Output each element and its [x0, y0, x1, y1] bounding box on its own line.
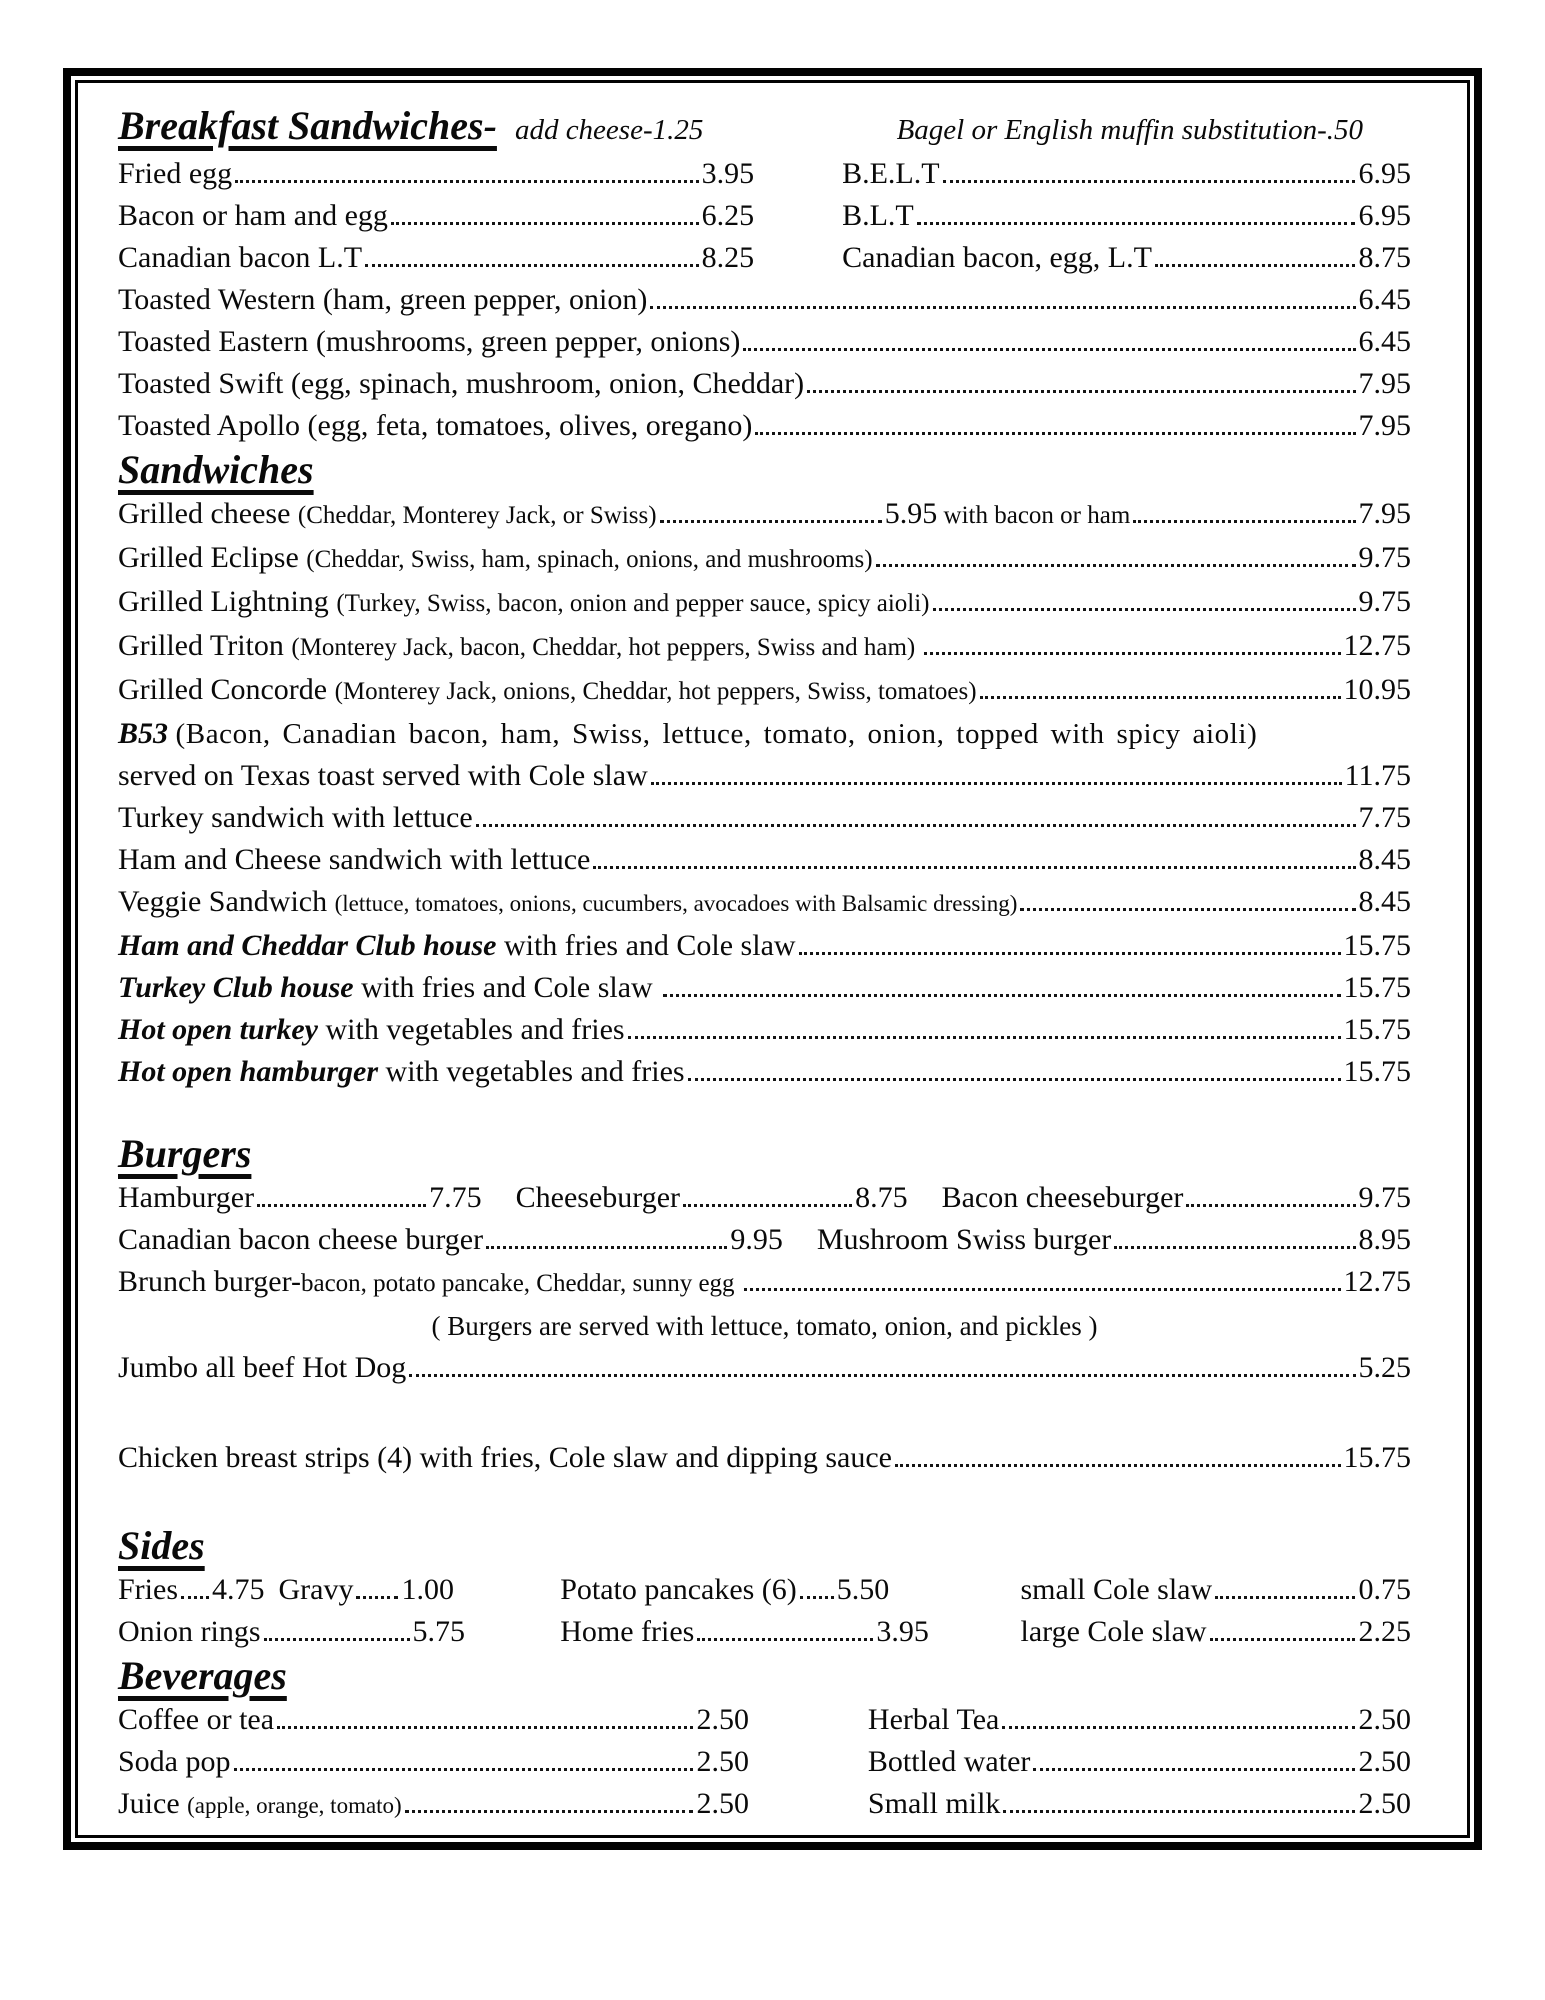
- text-b53-price: served on Texas toast served with Cole slaw: [118, 759, 648, 792]
- menu-line-veggie-sandwich: [118, 881, 1411, 925]
- section-heading-beverages: Beverages: [118, 1653, 287, 1698]
- dot-leader: [980, 696, 1341, 699]
- section-heading-row-burgers: [118, 1131, 1411, 1177]
- price-coffee-tea-herbal-tea: 2.50: [1358, 1703, 1411, 1736]
- price-hamburger-cheeseburger-bacon-cheeseburger: 7.75: [429, 1181, 482, 1214]
- dot-leader: [264, 1638, 410, 1641]
- dot-leader: [1215, 1596, 1355, 1599]
- text-onion-rings-home-fries-large-cole-slaw: Onion rings: [118, 1615, 261, 1648]
- section-heading-row-beverages: [118, 1653, 1411, 1699]
- price-grilled-triton: 12.75: [1343, 629, 1411, 662]
- menu-inner-border: [75, 80, 1470, 1838]
- text-veggie-sandwich: (lettuce, tomatoes, onions, cucumbers, avocadoes with Balsamic dressing): [334, 891, 1018, 916]
- text-grilled-eclipse: (Cheddar, Swiss, ham, spinach, onions, and mushrooms): [306, 546, 873, 573]
- section-heading-row-sides: [118, 1523, 1411, 1569]
- section-sides: [118, 1523, 1411, 1653]
- price-fried-egg-and-belt: 6.95: [1358, 157, 1411, 190]
- price-ham-and-cheddar-club-house: 15.75: [1343, 929, 1411, 962]
- price-bacon-ham-egg-and-blt: 6.25: [701, 199, 755, 232]
- text-grilled-lightning: Grilled Lightning: [118, 585, 337, 618]
- price-soda-pop-bottled-water: 2.50: [1358, 1745, 1411, 1778]
- price-turkey-sandwich: 7.75: [1358, 801, 1411, 834]
- menu-line-grilled-lightning: [118, 581, 1411, 625]
- menu-line-toasted-western: [118, 279, 1411, 321]
- text-ham-and-cheddar-club-house: Ham and Cheddar Club house: [118, 929, 497, 962]
- menu-line-canadian-bacon-cheese-burger-mushroom-swiss-burger: [118, 1219, 1411, 1261]
- menu-line-col-fries-gravy-potato-pancakes-small-cole-slaw-2: [560, 1569, 1020, 1611]
- text-fries-gravy-potato-pancakes-small-cole-slaw: Fries: [118, 1573, 178, 1606]
- dot-leader: [755, 432, 1355, 435]
- menu-line-col-fried-egg-and-belt-3: [842, 153, 1411, 195]
- dot-leader: [1033, 1768, 1355, 1771]
- price-juice-small-milk: 2.50: [1358, 1787, 1411, 1820]
- menu-line-col-bacon-ham-egg-and-blt-1: [118, 195, 754, 237]
- section-heading-sides: Sides: [118, 1523, 205, 1568]
- text-onion-rings-home-fries-large-cole-slaw: large Cole slaw: [1020, 1615, 1207, 1648]
- menu-line-grilled-eclipse: [118, 537, 1411, 581]
- text-grilled-cheese: (Cheddar, Monterey Jack, or Swiss): [297, 502, 657, 529]
- text-brunch-burger: bacon, potato pancake, Cheddar, sunny egg: [300, 1270, 741, 1297]
- dot-leader: [1020, 908, 1355, 911]
- text-canadian-bacon-cheese-burger-mushroom-swiss-burger: Mushroom Swiss burger: [816, 1223, 1112, 1256]
- text-fries-gravy-potato-pancakes-small-cole-slaw: Potato pancakes (6): [560, 1573, 797, 1606]
- dot-leader: [800, 1596, 834, 1599]
- menu-line-col-soda-pop-bottled-water-1: [118, 1741, 749, 1783]
- text-fries-gravy-potato-pancakes-small-cole-slaw: Gravy: [278, 1573, 354, 1606]
- menu-line-grilled-concorde: [118, 669, 1411, 713]
- price-grilled-concorde: 10.95: [1343, 673, 1411, 706]
- menu-line-hamburger-cheeseburger-bacon-cheeseburger: [118, 1177, 1411, 1219]
- menu-line-coffee-tea-herbal-tea: [118, 1699, 1411, 1741]
- price-hamburger-cheeseburger-bacon-cheeseburger: 9.75: [1358, 1181, 1411, 1214]
- text-grilled-lightning: (Turkey, Swiss, bacon, onion and pepper sauce, spicy aioli): [336, 590, 930, 617]
- text-grilled-eclipse: Grilled Eclipse: [118, 541, 307, 574]
- menu-content: [118, 103, 1411, 1827]
- menu-line-col-juice-small-milk-3: [868, 1783, 1411, 1825]
- dot-leader: [391, 222, 699, 225]
- dot-leader: [683, 1204, 852, 1207]
- dot-leader: [743, 348, 1355, 351]
- dot-leader: [356, 1596, 398, 1599]
- menu-line-fried-egg-and-belt: [118, 153, 1411, 195]
- price-grilled-eclipse: 9.75: [1358, 541, 1411, 574]
- dot-leader: [807, 390, 1355, 393]
- section-heading-burgers: Burgers: [118, 1131, 252, 1176]
- text-hot-open-hamburger: with vegetables and fries: [378, 1055, 685, 1088]
- price-brunch-burger: 12.75: [1343, 1265, 1411, 1298]
- dot-leader: [1002, 1726, 1355, 1729]
- menu-line-toasted-swift: [118, 363, 1411, 405]
- price-grilled-cheese: 7.95: [1358, 497, 1411, 530]
- text-hot-open-turkey: Hot open turkey: [118, 1013, 318, 1046]
- price-canadian-bacon-cheese-burger-mushroom-swiss-burger: 9.95: [730, 1223, 783, 1256]
- text-burgers-note: ( Burgers are served with lettuce, tomato, onion, and pickles ): [431, 1311, 1098, 1341]
- menu-line-col-onion-rings-home-fries-large-cole-slaw-3: [1021, 1611, 1411, 1653]
- text-grilled-triton: (Monterey Jack, bacon, Cheddar, hot peppers, Swiss and ham): [291, 634, 922, 661]
- price-turkey-club-house: 15.75: [1343, 971, 1411, 1004]
- text-fried-egg-and-belt: Fried egg: [118, 157, 233, 190]
- menu-line-hot-open-hamburger: [118, 1051, 1411, 1093]
- text-hot-open-hamburger: Hot open hamburger: [118, 1055, 379, 1088]
- text-veggie-sandwich: Veggie Sandwich: [118, 885, 335, 918]
- price-coffee-tea-herbal-tea: 2.50: [696, 1703, 749, 1736]
- text-bacon-ham-egg-and-blt: Bacon or ham and egg: [118, 199, 388, 232]
- price-fries-gravy-potato-pancakes-small-cole-slaw: 0.75: [1358, 1573, 1411, 1606]
- text-toasted-apollo: Toasted Apollo (egg, feta, tomatoes, olives, oregano): [118, 409, 753, 442]
- text-turkey-club-house: with fries and Cole slaw: [353, 971, 661, 1004]
- dot-leader: [277, 1726, 693, 1729]
- dot-leader: [697, 1638, 873, 1641]
- menu-line-turkey-sandwich: [118, 797, 1411, 839]
- section-heading-row-sandwiches: [118, 447, 1411, 493]
- menu-line-col-fries-gravy-potato-pancakes-small-cole-slaw-3: [1021, 1569, 1411, 1611]
- price-fries-gravy-potato-pancakes-small-cole-slaw: 4.75: [212, 1573, 265, 1606]
- price-canadian-bacon-lt-and-canadian-bacon-egg-lt: 8.75: [1358, 241, 1411, 274]
- price-juice-small-milk: 2.50: [696, 1787, 749, 1820]
- dot-leader: [933, 608, 1356, 611]
- price-toasted-eastern: 6.45: [1358, 325, 1411, 358]
- section-breakfast-sandwiches: [118, 103, 1411, 447]
- menu-line-jumbo-hot-dog: [118, 1347, 1411, 1389]
- menu-line-col-fried-egg-and-belt-1: [118, 153, 754, 195]
- dot-leader: [235, 180, 699, 183]
- price-canadian-bacon-cheese-burger-mushroom-swiss-burger: 8.95: [1358, 1223, 1411, 1256]
- text-hot-open-turkey: with vegetables and fries: [318, 1013, 625, 1046]
- text-hamburger-cheeseburger-bacon-cheeseburger: Cheeseburger: [515, 1181, 681, 1214]
- dot-leader: [1186, 1204, 1355, 1207]
- text-ham-and-cheese-sandwich: Ham and Cheese sandwich with lettuce: [118, 843, 591, 876]
- menu-line-b53-ingredients: [118, 713, 1411, 755]
- menu-line-canadian-bacon-lt-and-canadian-bacon-egg-lt: [118, 237, 1411, 279]
- menu-line-bacon-ham-egg-and-blt: [118, 195, 1411, 237]
- price-hot-open-hamburger: 15.75: [1343, 1055, 1411, 1088]
- menu-line-ham-and-cheddar-club-house: [118, 925, 1411, 967]
- price-ham-and-cheese-sandwich: 8.45: [1358, 843, 1411, 876]
- dot-leader: [257, 1204, 426, 1207]
- price-canadian-bacon-lt-and-canadian-bacon-egg-lt: 8.25: [701, 241, 755, 274]
- menu-line-toasted-apollo: [118, 405, 1411, 447]
- section-sandwiches: [118, 447, 1411, 1093]
- text-grilled-concorde: (Monterey Jack, onions, Cheddar, hot peppers, Swiss, tomatoes): [334, 678, 977, 705]
- price-toasted-swift: 7.95: [1358, 367, 1411, 400]
- dot-leader: [486, 1246, 727, 1249]
- price-jumbo-hot-dog: 5.25: [1358, 1351, 1411, 1384]
- dot-leader: [895, 1464, 1341, 1467]
- dot-leader: [234, 1768, 694, 1771]
- menu-line-toasted-eastern: [118, 321, 1411, 363]
- price-b53-price: 11.75: [1344, 759, 1411, 792]
- text-fried-egg-and-belt: B.E.L.T: [842, 157, 940, 190]
- menu-line-grilled-triton: [118, 625, 1411, 669]
- dot-leader: [405, 1810, 694, 1813]
- text-grilled-cheese: with bacon or ham: [937, 502, 1131, 529]
- text-juice-small-milk: Small milk: [867, 1787, 1001, 1820]
- section-beverages: [118, 1653, 1411, 1827]
- price-veggie-sandwich: 8.45: [1358, 885, 1411, 918]
- menu-line-col-bacon-ham-egg-and-blt-3: [842, 195, 1411, 237]
- dot-leader: [917, 222, 1356, 225]
- price-soda-pop-bottled-water: 2.50: [696, 1745, 749, 1778]
- text-soda-pop-bottled-water: Bottled water: [867, 1745, 1031, 1778]
- text-bacon-ham-egg-and-blt: B.L.T: [842, 199, 914, 232]
- price-hot-open-turkey: 15.75: [1343, 1013, 1411, 1046]
- dot-leader: [660, 520, 882, 523]
- price-fries-gravy-potato-pancakes-small-cole-slaw: 5.50: [836, 1573, 890, 1606]
- menu-line-col-canadian-bacon-lt-and-canadian-bacon-egg-lt-1: [118, 237, 754, 279]
- text-grilled-cheese: Grilled cheese: [118, 497, 298, 530]
- text-toasted-eastern: Toasted Eastern (mushrooms, green pepper, onions): [118, 325, 741, 358]
- section-heading-row-breakfast-sandwiches: [118, 103, 1411, 153]
- menu-line-col-coffee-tea-herbal-tea-3: [868, 1699, 1411, 1741]
- price-grilled-lightning: 9.75: [1358, 585, 1411, 618]
- dot-leader: [688, 1078, 1341, 1081]
- dot-leader: [1155, 264, 1356, 267]
- text-toasted-western: Toasted Western (ham, green pepper, onion): [118, 283, 648, 316]
- text-grilled-triton: Grilled Triton: [118, 629, 292, 662]
- price-toasted-apollo: 7.95: [1358, 409, 1411, 442]
- dot-leader: [476, 824, 1356, 827]
- dot-leader: [744, 1288, 1341, 1291]
- section-burgers: [118, 1131, 1411, 1479]
- dot-leader: [593, 866, 1355, 869]
- menu-line-col-canadian-bacon-lt-and-canadian-bacon-egg-lt-3: [842, 237, 1411, 279]
- menu-line-col-juice-small-milk-1: [118, 1783, 749, 1827]
- menu-line-col-onion-rings-home-fries-large-cole-slaw-2: [560, 1611, 1020, 1653]
- price-toasted-western: 6.45: [1358, 283, 1411, 316]
- menu-line-chicken-breast-strips: [118, 1437, 1411, 1479]
- dot-leader: [651, 782, 1342, 785]
- menu-line-hot-open-turkey: [118, 1009, 1411, 1051]
- text-chicken-breast-strips: Chicken breast strips (4) with fries, Cole slaw and dipping sauce: [118, 1441, 892, 1474]
- price-onion-rings-home-fries-large-cole-slaw: 2.25: [1358, 1615, 1411, 1648]
- menu-line-soda-pop-bottled-water: [118, 1741, 1411, 1783]
- price-chicken-breast-strips: 15.75: [1343, 1441, 1411, 1474]
- text-canadian-bacon-cheese-burger-mushroom-swiss-burger: Canadian bacon cheese burger: [118, 1223, 484, 1256]
- dot-leader: [799, 952, 1341, 955]
- dot-leader: [663, 994, 1340, 997]
- text-grilled-concorde: Grilled Concorde: [118, 673, 335, 706]
- dot-leader: [924, 652, 1340, 655]
- dot-leader: [650, 306, 1355, 309]
- dot-leader: [181, 1596, 209, 1599]
- section-heading-sandwiches: Sandwiches: [118, 447, 314, 492]
- menu-line-col-onion-rings-home-fries-large-cole-slaw-1: [118, 1611, 560, 1653]
- menu-line-brunch-burger: [118, 1261, 1411, 1305]
- heading-note-add-cheese: add cheese-1.25: [514, 114, 704, 146]
- menu-line-burgers-note: [118, 1305, 1411, 1347]
- menu-line-fries-gravy-potato-pancakes-small-cole-slaw: [118, 1569, 1411, 1611]
- dot-leader: [365, 264, 699, 267]
- text-soda-pop-bottled-water: Soda pop: [118, 1745, 231, 1778]
- text-fries-gravy-potato-pancakes-small-cole-slaw: small Cole slaw: [1020, 1573, 1213, 1606]
- price-grilled-cheese: 5.95: [884, 497, 938, 530]
- price-fried-egg-and-belt: 3.95: [701, 157, 755, 190]
- text-hamburger-cheeseburger-bacon-cheeseburger: Hamburger: [118, 1181, 255, 1214]
- menu-line-grilled-cheese: [118, 493, 1411, 537]
- text-onion-rings-home-fries-large-cole-slaw: Home fries: [560, 1615, 695, 1648]
- price-fries-gravy-potato-pancakes-small-cole-slaw: 1.00: [401, 1573, 454, 1606]
- menu-line-col-fries-gravy-potato-pancakes-small-cole-slaw-1: [118, 1569, 560, 1611]
- dot-leader: [409, 1374, 1355, 1377]
- dot-leader: [1133, 520, 1355, 523]
- menu-line-juice-small-milk: [118, 1783, 1411, 1827]
- menu-line-ham-and-cheese-sandwich: [118, 839, 1411, 881]
- text-canadian-bacon-lt-and-canadian-bacon-egg-lt: Canadian bacon L.T: [118, 241, 363, 274]
- dot-leader: [1114, 1246, 1355, 1249]
- text-canadian-bacon-lt-and-canadian-bacon-egg-lt: Canadian bacon, egg, L.T: [842, 241, 1152, 274]
- dot-leader: [628, 1036, 1341, 1039]
- menu-line-turkey-club-house: [118, 967, 1411, 1009]
- text-coffee-tea-herbal-tea: Herbal Tea: [867, 1703, 1000, 1736]
- text-hamburger-cheeseburger-bacon-cheeseburger: Bacon cheeseburger: [941, 1181, 1184, 1214]
- text-toasted-swift: Toasted Swift (egg, spinach, mushroom, onion, Cheddar): [118, 367, 805, 400]
- menu-line-b53-price: [118, 755, 1411, 797]
- dot-leader: [1210, 1638, 1356, 1641]
- text-turkey-sandwich: Turkey sandwich with lettuce: [118, 801, 473, 834]
- text-turkey-club-house: Turkey Club house: [118, 971, 354, 1004]
- text-coffee-tea-herbal-tea: Coffee or tea: [118, 1703, 275, 1736]
- dot-leader: [876, 564, 1356, 567]
- price-onion-rings-home-fries-large-cole-slaw: 5.75: [412, 1615, 465, 1648]
- text-brunch-burger: Brunch burger-: [118, 1265, 301, 1298]
- price-onion-rings-home-fries-large-cole-slaw: 3.95: [876, 1615, 929, 1648]
- price-hamburger-cheeseburger-bacon-cheeseburger: 8.75: [855, 1181, 908, 1214]
- section-heading-breakfast-sandwiches: Breakfast Sandwiches-: [118, 103, 497, 148]
- heading-note-substitution: Bagel or English muffin substitution-.50: [896, 114, 1363, 146]
- dot-leader: [1003, 1810, 1355, 1813]
- menu-line-onion-rings-home-fries-large-cole-slaw: [118, 1611, 1411, 1653]
- price-bacon-ham-egg-and-blt: 6.95: [1358, 199, 1411, 232]
- text-juice-small-milk: (apple, orange, tomato): [187, 1793, 402, 1818]
- text-ham-and-cheddar-club-house: with fries and Cole slaw: [496, 929, 796, 962]
- dot-leader: [943, 180, 1356, 183]
- text-juice-small-milk: Juice: [118, 1787, 188, 1820]
- text-jumbo-hot-dog: Jumbo all beef Hot Dog: [118, 1351, 407, 1384]
- menu-line-col-soda-pop-bottled-water-3: [868, 1741, 1411, 1783]
- menu-outer-border: [63, 68, 1482, 1850]
- menu-line-col-coffee-tea-herbal-tea-1: [118, 1699, 749, 1741]
- text-b53-ingredients: (Bacon, Canadian bacon, ham, Swiss, lettuce, tomato, onion, topped with spicy aioli): [175, 718, 1258, 750]
- text-b53-ingredients: B53: [118, 717, 176, 750]
